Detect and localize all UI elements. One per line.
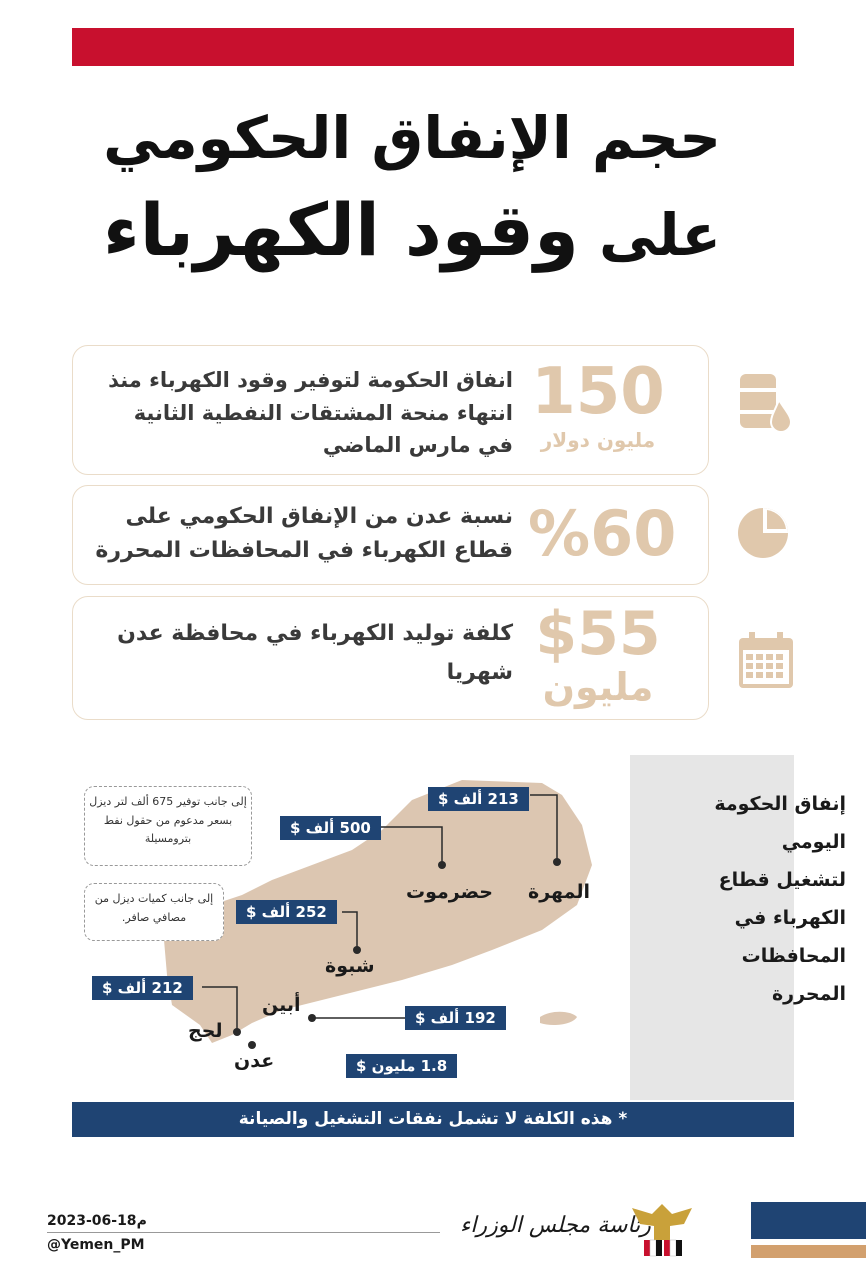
- place-mahra: المهرة: [528, 881, 590, 903]
- amount-tag-aden: 1.8 مليون $: [346, 1054, 457, 1078]
- amount-tag-shabwa: 252 ألف $: [236, 900, 337, 924]
- stat-value: $55: [535, 599, 661, 669]
- card-description: كلفة توليد الكهرباء في محافظة عدن شهريا: [117, 621, 513, 685]
- decor-blue-block: [751, 1202, 866, 1239]
- place-lahj: لحج: [188, 1020, 223, 1042]
- card-description: انفاق الحكومة لتوفير وقود الكهرباء منذ انتهاء منحة المشتقات النفطية الثانية في مارس الماضي: [108, 368, 513, 458]
- stat-card-monthly-cost: [72, 596, 709, 720]
- amount-tag-abyan: 192 ألف $: [405, 1006, 506, 1030]
- page-title-line-1: حجم الإنفاق الحكومي: [103, 104, 721, 172]
- place-abyan: أبين: [262, 994, 301, 1016]
- place-hadramout: حضرموت: [406, 881, 494, 903]
- oil-barrel-icon: [737, 370, 793, 436]
- twitter-handle: @Yemen_PM: [47, 1237, 145, 1253]
- pie-chart-icon: [737, 505, 793, 561]
- calendar-icon: [737, 630, 795, 690]
- place-aden: عدن: [234, 1050, 275, 1072]
- stat-block: [528, 356, 668, 452]
- place-shabwa: شبوة: [325, 955, 375, 977]
- note-hadramout: إلى جانب توفير 675 ألف لتر ديزل بسعر مدعوم من حقول نفط بترومسيلة: [84, 786, 252, 866]
- stat-unit: مليون: [542, 665, 654, 709]
- amount-tag-lahj: 212 ألف $: [92, 976, 193, 1000]
- stat-unit: مليون دولار: [540, 428, 656, 452]
- amount-tag-hadramout: 500 ألف $: [280, 816, 381, 840]
- stat-value: %60: [528, 497, 677, 570]
- card-description: نسبة عدن من الإنفاق الحكومي على قطاع الكهرباء في المحافظات المحررة: [95, 504, 513, 564]
- title-prefix: على: [578, 201, 721, 269]
- publish-date: 2023-06-18م: [47, 1213, 147, 1229]
- decor-tan-block: [751, 1245, 866, 1258]
- stat-card-aden-share: [72, 485, 709, 585]
- amount-tag-mahra: 213 ألف $: [428, 787, 529, 811]
- title-emphasis: وقود الكهرباء: [102, 188, 579, 272]
- footnote-bar: * هذه الكلفة لا تشمل نفقات التشغيل والصيانة: [72, 1102, 794, 1137]
- map-side-title: إنفاق الحكومة اليومي لتشغيل قطاع الكهرباء في المحافظات المحررة: [714, 793, 846, 1005]
- page-title-line-2: [103, 188, 721, 272]
- top-red-bar: [72, 28, 794, 66]
- stat-block: [528, 497, 677, 570]
- stat-block: [528, 599, 668, 709]
- council-name: رئاسة مجلس الوزراء: [460, 1213, 651, 1238]
- stat-card-spending: [72, 345, 709, 475]
- yemen-emblem-icon: [626, 1200, 698, 1258]
- note-shabwa: إلى جانب كميات ديزل من مصافي صافر.: [84, 883, 224, 941]
- stat-value: 150: [531, 355, 665, 429]
- footer-divider: [47, 1232, 440, 1233]
